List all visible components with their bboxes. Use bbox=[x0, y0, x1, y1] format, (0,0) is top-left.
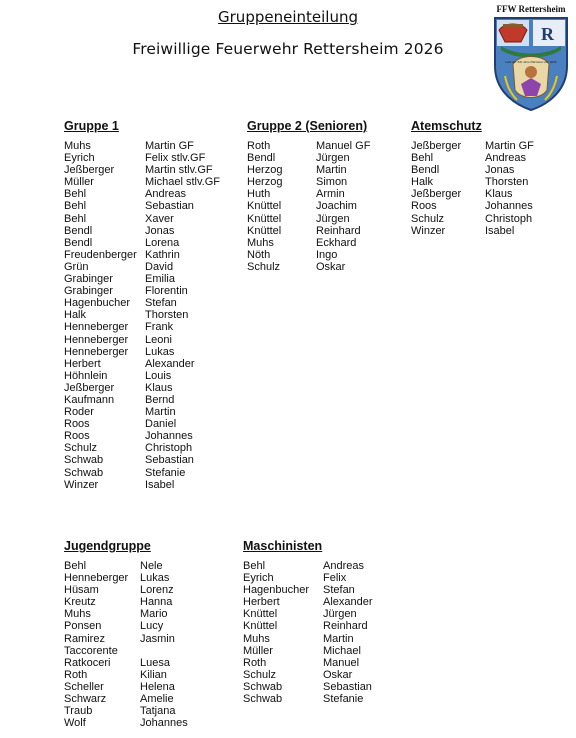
logo-text: FFW Rettersheim bbox=[496, 4, 566, 14]
first-name: Alexander bbox=[323, 596, 373, 609]
group-title: Jugendgruppe bbox=[64, 539, 151, 553]
member-row bbox=[411, 188, 534, 200]
first-name: Helena bbox=[140, 680, 175, 693]
surname: Schulz bbox=[243, 668, 277, 681]
member-row bbox=[64, 140, 220, 152]
group-atemschutz bbox=[411, 119, 534, 237]
first-name: Lukas bbox=[140, 572, 170, 585]
member-row bbox=[411, 225, 534, 237]
coat-of-arms-icon bbox=[491, 16, 571, 112]
member-row bbox=[247, 164, 370, 176]
member-row bbox=[64, 237, 220, 249]
first-name: Manuel bbox=[323, 656, 360, 669]
surname: Bendl bbox=[64, 236, 93, 249]
first-name: Jürgen bbox=[316, 212, 350, 225]
member-row bbox=[64, 321, 220, 333]
member-row bbox=[64, 572, 188, 584]
first-name: Alexander bbox=[145, 357, 195, 370]
logo-motto: Gott zur Ehr dem Nächsten zur Wehr bbox=[505, 60, 557, 64]
surname: Taccorente bbox=[64, 644, 118, 657]
surname: Kreutz bbox=[64, 596, 96, 609]
surname: Jeßberger bbox=[411, 188, 462, 201]
surname: Grabinger bbox=[64, 273, 113, 286]
first-name: Jonas bbox=[145, 224, 175, 237]
member-row bbox=[243, 608, 373, 620]
surname: Knüttel bbox=[243, 608, 278, 621]
group-gruppe-2-senioren bbox=[247, 119, 370, 273]
member-row bbox=[64, 467, 220, 479]
group-gruppe-1 bbox=[64, 119, 220, 491]
first-name: Johannes bbox=[140, 717, 188, 730]
surname: Hagenbucher bbox=[243, 584, 310, 597]
member-row bbox=[64, 596, 188, 608]
surname: Roos bbox=[411, 200, 437, 213]
first-name: Stefan bbox=[145, 297, 177, 310]
first-name: Manuel GF bbox=[316, 140, 371, 152]
first-name: Lorenz bbox=[140, 584, 174, 597]
first-name: Martin stlv.GF bbox=[145, 164, 213, 177]
surname: Herbert bbox=[243, 596, 280, 609]
surname: Bendl bbox=[247, 152, 276, 165]
member-row bbox=[64, 273, 220, 285]
first-name: Sebastian bbox=[145, 454, 194, 467]
member-row bbox=[64, 176, 220, 188]
first-name: Luesa bbox=[140, 656, 170, 669]
page-subtitle: Freiwillige Feuerwehr Rettersheim 2026 bbox=[132, 40, 444, 58]
surname: Jeßberger bbox=[64, 164, 115, 177]
member-row bbox=[64, 309, 220, 321]
member-row bbox=[64, 705, 188, 717]
surname: Grabinger bbox=[64, 285, 113, 298]
first-name: Andreas bbox=[323, 560, 364, 572]
first-name: Stefanie bbox=[323, 693, 364, 706]
surname: Halk bbox=[411, 176, 434, 189]
first-name: Michael bbox=[323, 644, 361, 657]
surname: Schwab bbox=[243, 693, 283, 706]
member-row bbox=[64, 261, 220, 273]
member-row bbox=[64, 418, 220, 430]
member-list bbox=[64, 560, 188, 729]
first-name: Lorena bbox=[145, 236, 180, 249]
member-row bbox=[247, 200, 370, 212]
member-row bbox=[411, 140, 534, 152]
surname: Hagenbucher bbox=[64, 297, 131, 310]
member-row bbox=[243, 681, 373, 693]
surname: Henneberger bbox=[64, 345, 129, 358]
member-row bbox=[243, 620, 373, 632]
member-list bbox=[243, 560, 373, 705]
member-row bbox=[64, 633, 188, 645]
first-name: Lucy bbox=[140, 620, 164, 633]
first-name: Martin bbox=[323, 632, 354, 645]
surname: Eyrich bbox=[64, 152, 95, 165]
first-name: Klaus bbox=[145, 381, 173, 394]
member-row bbox=[64, 620, 188, 632]
first-name: Mario bbox=[140, 608, 168, 621]
first-name: Kathrin bbox=[145, 248, 180, 261]
first-name: Kilian bbox=[140, 668, 167, 681]
first-name: Joachim bbox=[316, 200, 357, 213]
first-name: David bbox=[145, 260, 174, 273]
surname: Henneberger bbox=[64, 572, 129, 585]
member-row bbox=[64, 645, 188, 657]
logo-letter: R bbox=[541, 24, 554, 44]
member-row bbox=[247, 152, 370, 164]
surname: Herzog bbox=[247, 176, 283, 189]
member-row bbox=[247, 225, 370, 237]
surname: Grün bbox=[64, 260, 89, 273]
surname: Muhs bbox=[64, 140, 91, 152]
member-row bbox=[247, 249, 370, 261]
member-row bbox=[64, 249, 220, 261]
surname: Schwarz bbox=[64, 693, 107, 706]
first-name: Andreas bbox=[145, 188, 186, 201]
member-row bbox=[243, 596, 373, 608]
first-name: Johannes bbox=[145, 430, 193, 443]
first-name: Stefan bbox=[323, 584, 355, 597]
member-row bbox=[411, 176, 534, 188]
member-row bbox=[64, 406, 220, 418]
surname: Huth bbox=[247, 188, 271, 201]
surname: Müller bbox=[243, 644, 273, 657]
surname: Höhnlein bbox=[64, 369, 108, 382]
first-name: Martin GF bbox=[145, 140, 194, 152]
member-row bbox=[247, 140, 370, 152]
first-name: Reinhard bbox=[323, 620, 368, 633]
surname: Knüttel bbox=[243, 620, 278, 633]
first-name: Bernd bbox=[145, 393, 175, 406]
first-name: Lukas bbox=[145, 345, 175, 358]
first-name: Jonas bbox=[485, 164, 515, 177]
member-row bbox=[64, 442, 220, 454]
surname: Hüsam bbox=[64, 584, 99, 597]
surname: Jeßberger bbox=[64, 381, 115, 394]
surname: Eyrich bbox=[243, 572, 274, 585]
first-name: Oskar bbox=[323, 668, 353, 681]
first-name: Simon bbox=[316, 176, 348, 189]
surname: Freudenberger bbox=[64, 248, 137, 261]
first-name: Jürgen bbox=[316, 152, 350, 165]
member-row bbox=[64, 657, 188, 669]
member-row bbox=[243, 645, 373, 657]
first-name: Tatjana bbox=[140, 705, 176, 718]
first-name: Leoni bbox=[145, 333, 172, 346]
member-row bbox=[64, 584, 188, 596]
first-name: Jasmin bbox=[140, 632, 175, 645]
first-name: Amelie bbox=[140, 693, 174, 706]
surname: Behl bbox=[64, 212, 87, 225]
surname: Roth bbox=[243, 656, 267, 669]
surname: Winzer bbox=[411, 224, 446, 237]
member-row bbox=[64, 430, 220, 442]
surname: Kaufmann bbox=[64, 393, 115, 406]
first-name: Hanna bbox=[140, 596, 173, 609]
member-row bbox=[64, 346, 220, 358]
group-title: Atemschutz bbox=[411, 119, 482, 133]
surname: Muhs bbox=[64, 608, 91, 621]
surname: Herbert bbox=[64, 357, 101, 370]
member-row bbox=[243, 657, 373, 669]
member-row bbox=[243, 572, 373, 584]
first-name: Eckhard bbox=[316, 236, 357, 249]
surname: Behl bbox=[64, 560, 87, 572]
first-name: Johannes bbox=[485, 200, 533, 213]
surname: Muhs bbox=[243, 632, 270, 645]
surname: Knüttel bbox=[247, 224, 282, 237]
member-row bbox=[247, 176, 370, 188]
member-row bbox=[64, 681, 188, 693]
surname: Behl bbox=[243, 560, 266, 572]
group-title: Maschinisten bbox=[243, 539, 323, 553]
first-name: Florentin bbox=[145, 285, 188, 298]
member-row bbox=[64, 152, 220, 164]
first-name: Jürgen bbox=[323, 608, 357, 621]
member-row bbox=[64, 693, 188, 705]
surname: Behl bbox=[64, 200, 87, 213]
first-name: Daniel bbox=[145, 418, 177, 431]
surname: Bendl bbox=[64, 224, 93, 237]
surname: Wolf bbox=[64, 717, 86, 730]
surname: Herzog bbox=[247, 164, 283, 177]
first-name: Sebastian bbox=[145, 200, 194, 213]
surname: Roth bbox=[247, 140, 271, 152]
surname: Schwab bbox=[64, 454, 104, 467]
first-name: Nele bbox=[140, 560, 163, 572]
page-title: Gruppeneinteilung bbox=[218, 8, 358, 26]
surname: Traub bbox=[64, 705, 93, 718]
member-row bbox=[64, 200, 220, 212]
member-list bbox=[411, 140, 534, 237]
surname: Behl bbox=[64, 188, 87, 201]
first-name: Thorsten bbox=[145, 309, 189, 322]
member-row bbox=[64, 213, 220, 225]
surname: Schulz bbox=[247, 260, 281, 273]
first-name: Ingo bbox=[316, 248, 338, 261]
first-name: Armin bbox=[316, 188, 345, 201]
first-name: Xaver bbox=[145, 212, 174, 225]
group-title: Gruppe 2 (Senioren) bbox=[247, 119, 368, 133]
member-row bbox=[411, 213, 534, 225]
member-row bbox=[64, 370, 220, 382]
surname: Roth bbox=[64, 668, 88, 681]
surname: Henneberger bbox=[64, 333, 129, 346]
member-row bbox=[64, 382, 220, 394]
surname: Halk bbox=[64, 309, 87, 322]
surname: Schulz bbox=[411, 212, 445, 225]
member-row bbox=[64, 225, 220, 237]
member-row bbox=[64, 297, 220, 309]
first-name: Thorsten bbox=[485, 176, 529, 189]
surname: Müller bbox=[64, 176, 94, 189]
member-row bbox=[411, 200, 534, 212]
group-maschinisten bbox=[243, 539, 373, 705]
member-row bbox=[64, 358, 220, 370]
member-row bbox=[64, 560, 188, 572]
member-row bbox=[64, 285, 220, 297]
surname: Behl bbox=[411, 152, 434, 165]
member-row bbox=[243, 669, 373, 681]
first-name: Martin bbox=[316, 164, 347, 177]
first-name: Stefanie bbox=[145, 466, 186, 479]
first-name: Martin bbox=[145, 406, 176, 419]
group-jugendgruppe bbox=[64, 539, 188, 729]
surname: Ratkoceri bbox=[64, 656, 111, 669]
member-row bbox=[64, 188, 220, 200]
member-row bbox=[243, 693, 373, 705]
first-name: Andreas bbox=[485, 152, 526, 165]
surname: Roos bbox=[64, 430, 90, 443]
surname: Ramirez bbox=[64, 632, 105, 645]
first-name: Reinhard bbox=[316, 224, 361, 237]
first-name: Frank bbox=[145, 321, 174, 334]
member-row bbox=[247, 188, 370, 200]
first-name: Michael stlv.GF bbox=[145, 176, 220, 189]
surname: Knüttel bbox=[247, 200, 282, 213]
surname: Henneberger bbox=[64, 321, 129, 334]
first-name: Felix bbox=[323, 572, 347, 585]
member-row bbox=[64, 479, 220, 491]
member-row bbox=[411, 164, 534, 176]
member-row bbox=[247, 237, 370, 249]
first-name: Louis bbox=[145, 369, 172, 382]
member-row bbox=[243, 584, 373, 596]
surname: Bendl bbox=[411, 164, 440, 177]
surname: Winzer bbox=[64, 478, 99, 491]
member-row bbox=[64, 334, 220, 346]
member-row bbox=[243, 633, 373, 645]
member-row bbox=[64, 669, 188, 681]
first-name: Isabel bbox=[145, 478, 175, 491]
surname: Schulz bbox=[64, 442, 98, 455]
first-name: Sebastian bbox=[323, 680, 372, 693]
first-name: Christoph bbox=[485, 212, 533, 225]
surname: Muhs bbox=[247, 236, 274, 249]
first-name: Martin GF bbox=[485, 140, 534, 152]
first-name: Christoph bbox=[145, 442, 193, 455]
surname: Roder bbox=[64, 406, 94, 419]
surname: Schwab bbox=[64, 466, 104, 479]
first-name: Klaus bbox=[485, 188, 513, 201]
member-row bbox=[64, 717, 188, 729]
member-row bbox=[247, 213, 370, 225]
surname: Roos bbox=[64, 418, 90, 431]
surname: Jeßberger bbox=[411, 140, 462, 152]
member-row bbox=[247, 261, 370, 273]
member-row bbox=[64, 454, 220, 466]
member-row bbox=[64, 608, 188, 620]
ffw-logo bbox=[491, 4, 571, 112]
surname: Ponsen bbox=[64, 620, 102, 633]
member-row bbox=[64, 394, 220, 406]
member-row bbox=[411, 152, 534, 164]
first-name: Emilia bbox=[145, 273, 175, 286]
first-name: Isabel bbox=[485, 224, 515, 237]
first-name: Felix stlv.GF bbox=[145, 152, 206, 165]
member-list bbox=[247, 140, 370, 273]
first-name: Oskar bbox=[316, 260, 346, 273]
surname: Scheller bbox=[64, 680, 104, 693]
surname: Nöth bbox=[247, 248, 271, 261]
member-row bbox=[64, 164, 220, 176]
member-row bbox=[243, 560, 373, 572]
member-list bbox=[64, 140, 220, 491]
surname: Schwab bbox=[243, 680, 283, 693]
group-title: Gruppe 1 bbox=[64, 119, 119, 133]
surname: Knüttel bbox=[247, 212, 282, 225]
